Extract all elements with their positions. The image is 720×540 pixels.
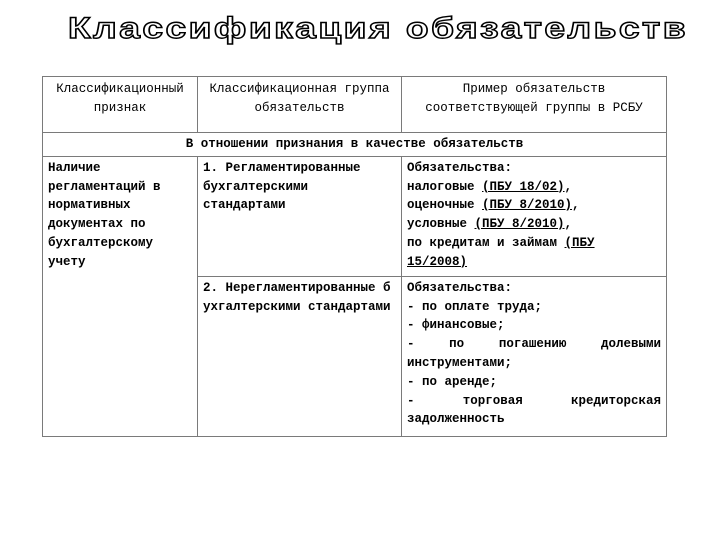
example-unregulated-cell — [402, 276, 667, 436]
header-example: Пример обязательств соответствующей группы в РСБУ — [402, 77, 667, 133]
list-item: по кредитам и займам (ПБУ 15/2008) — [407, 235, 595, 269]
list-item: налоговые (ПБУ 18/02), — [407, 179, 573, 194]
example-unregulated-heading: Обязательства: — [407, 280, 513, 295]
list-item: оценочные (ПБУ 8/2010), — [407, 198, 580, 213]
page-title — [0, 0, 720, 50]
table-header-row — [43, 77, 667, 133]
header-classification-feature: Классификационный признак — [43, 77, 198, 133]
section-heading: В отношении признания в качестве обязательств — [43, 133, 667, 157]
list-item: - по оплате труда; — [407, 299, 543, 314]
pbu-link[interactable]: (ПБУ 15/2008) — [407, 235, 595, 269]
classification-table — [42, 76, 667, 437]
list-item: условные (ПБУ 8/2010), — [407, 217, 573, 232]
list-item: - торговая кредиторская задолженность — [407, 393, 661, 427]
pbu-link[interactable]: (ПБУ 8/2010) — [482, 198, 573, 213]
table-row — [43, 156, 667, 276]
header-classification-group: Классификационная группа обязательств — [198, 77, 402, 133]
example-regulated-heading: Обязательства: — [407, 160, 513, 175]
list-item: - финансовые; — [407, 318, 505, 333]
example-regulated-cell — [402, 156, 667, 276]
list-item: - по погашению долевыми инструментами; — [407, 337, 661, 370]
group-unregulated-cell: 2. Нерегламентированные бухгалтерскими стандартами — [198, 276, 402, 436]
feature-cell: Наличие регламентаций в нормативных документах по бухгалтерскому учету — [43, 156, 198, 436]
pbu-link[interactable]: (ПБУ 18/02) — [482, 179, 565, 194]
pbu-link[interactable]: (ПБУ 8/2010) — [474, 217, 565, 232]
section-row — [43, 133, 667, 157]
page-title-text: Классификация обязательств — [68, 12, 688, 45]
list-item: - по аренде; — [407, 374, 498, 389]
group-regulated-cell: 1. Регламентированные бухгалтерскими стандартами — [198, 156, 402, 276]
